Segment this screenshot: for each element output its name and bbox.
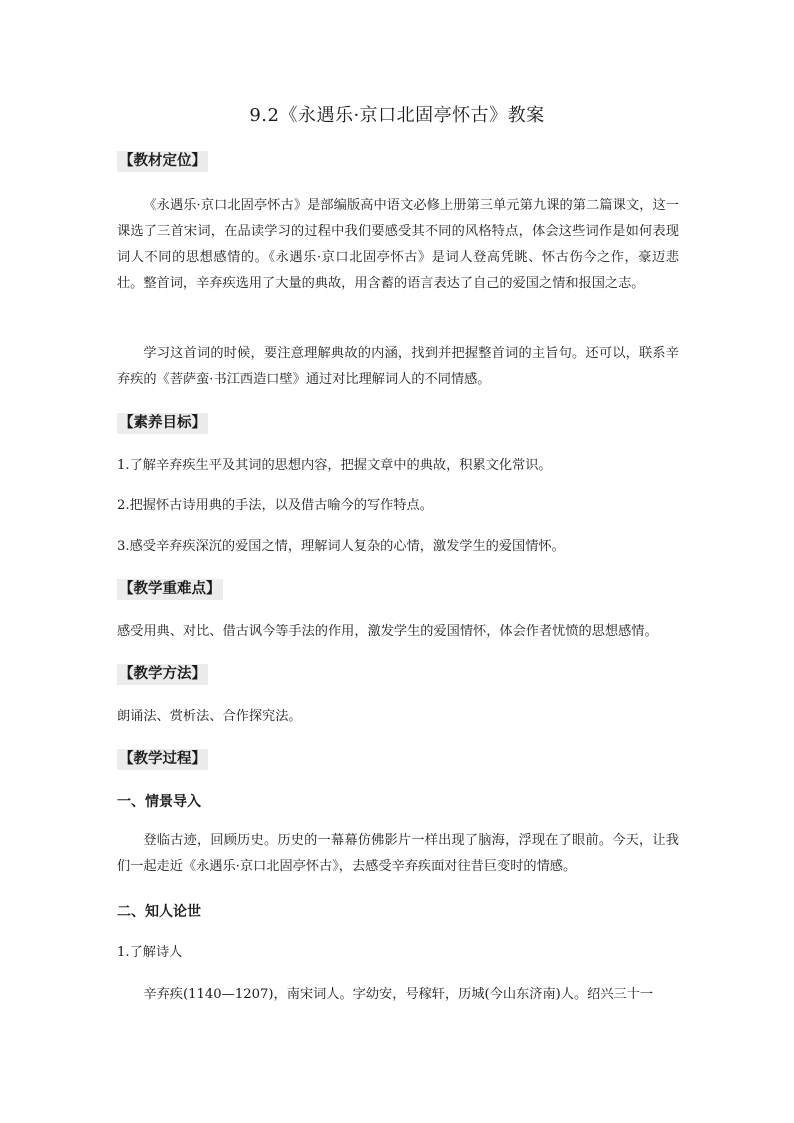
goal-item-1: 1.了解辛弃疾生平及其词的思想内容，把握文章中的典故，积累文化常识。 xyxy=(117,458,552,473)
methods-text: 朗诵法、赏析法、合作探究法。 xyxy=(117,709,302,724)
key-points-text: 感受用典、对比、借古讽今等手法的作用，激发学生的爱国情怀，体会作者忧愤的思想感情。 xyxy=(117,624,658,639)
document-title: 9.2《永遇乐·京口北固亭怀古》教案 xyxy=(249,105,545,126)
section-heading-key-points: 【教学重难点】 xyxy=(117,579,223,600)
process-part1-title: 一、情景导入 xyxy=(117,794,201,810)
positioning-paragraph-1: 《永遇乐·京口北固亭怀古》是部编版高中语文必修上册第三单元第九课的第二篇课文，这一课选了三首宋词，在品读学习的过程中我们要感受其不同的风格特点，体会这些词作是如何表现词人不同的思想感情的。《永遇乐·京口北固亭怀古》是词人登高凭眺、怀古伤今之作，豪迈悲壮。整首词，辛弃疾选用了大量的典故，用含蓄的语言表达了自己的爱国之情和报国之志。 xyxy=(117,198,679,291)
section-heading-positioning: 【教材定位】 xyxy=(117,151,208,172)
section-heading-goals: 【素养目标】 xyxy=(117,413,208,434)
process-part2-subtitle: 1.了解诗人 xyxy=(117,945,183,960)
goal-item-2: 2.把握怀古诗用典的手法，以及借古喻今的写作特点。 xyxy=(117,498,433,513)
goal-item-3: 3.感受辛弃疾深沉的爱国之情，理解词人复杂的心情，激发学生的爱国情怀。 xyxy=(117,539,565,554)
positioning-paragraph-2: 学习这首词的时候，要注意理解典故的内涵，找到并把握整首词的主旨句。还可以，联系辛弃疾的《菩萨蛮·书江西造口壁》通过对比理解词人的不同情感。 xyxy=(117,346,679,387)
section-heading-methods: 【教学方法】 xyxy=(117,664,208,685)
process-part1-text: 登临古迹，回顾历史。历史的一幕幕仿佛影片一样出现了脑海，浮现在了眼前。今天，让我们一起走近《永遇乐·京口北固亭怀古》，去感受辛弃疾面对往昔巨变时的情感。 xyxy=(117,833,679,874)
process-part2-title: 二、知人论世 xyxy=(117,904,201,920)
section-heading-process: 【教学过程】 xyxy=(117,749,208,770)
process-part2-text: 辛弃疾(1140—1207)，南宋词人。字幼安，号稼轩，历城(今山东济南)人。绍兴三十一 xyxy=(143,987,654,1002)
